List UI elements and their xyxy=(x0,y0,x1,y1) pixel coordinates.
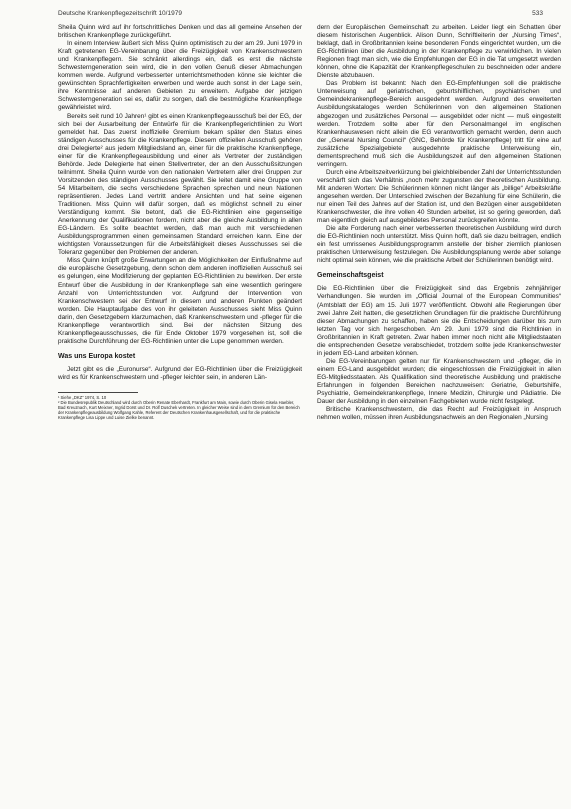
paragraph: Die alte Forderung nach einer verbesserten theoretischen Ausbildung wird durch die EG-Richtlinien noch unterstützt. Miss Quinn hofft, daß sie dazu beitragen, endlich ein fest umrissenes Ausbildungsprogramm anstelle der bisher ziemlich planlosen praktischen Unterweisung festzulegen. Die Ausbildungsplanung werde aber solange nicht optimal sein können, wie die praktische Arbeit der Schülerinnen benötigt wird. xyxy=(317,225,561,265)
section-heading: Gemeinschaftsgeist xyxy=(317,272,384,280)
section-heading: Was uns Europa kostet xyxy=(58,352,136,360)
paragraph: Jetzt gibt es die „Euronurse“. Aufgrund der EG-Richtlinien über die Freizügigkeit wird es für Krankenschwestern und -pfleger leichter sein, in anderen Län- xyxy=(58,365,302,381)
paragraph: Die EG-Vereinbarungen gelten nur für Krankenschwestern und -pfleger, die in einem EG-Land ausgebildet wurden; die eingeschlossen die Freizügigkeit in allen EG-Mitgliedsstaaten. Als Qualifikation sind theoretische Ausbildung und praktische Erfahrungen in folgenden Bereichen nachzuweisen: Geriatrie, Geburtshilfe, Psychiatrie, Gemeindekrankenpflege, Innere Medizin, Chirurgie und Pädiatrie. Die Dauer der Ausbildung in den einzelnen Fachgebieten wurde nicht festgelegt. xyxy=(317,357,561,406)
left-column xyxy=(58,24,302,806)
paragraph: Das Problem ist bekannt: Nach den EG-Empfehlungen soll die praktische Unterweisung auf geriatrischen, geburtshilflichen, psychiatrischen und Gemeindekrankenpflege-Bereich ausgedehnt werden. Aufgrund des erweiterten Ausbildungskataloges werden Schülerinnen von den allgemeinen Stationen abgezogen und zusätzliches Personal — ausgebildet oder nicht — muß eingestellt werden. Trotzdem sollte aber für den Personalmangel im englischen Krankenhauswesen nicht allein die EG verantwortlich gemacht werden, denn auch der „General Nursing Council“ (GNC, Behörde für Krankenpflege) tritt für eine auf zusätzliche Spezialgebiete ausgedehnte praktische Unterweisung ein, dementsprechend muß sich die Ausbildungszeit auf den allgemeinen Stationen verringern. xyxy=(317,80,561,168)
paragraph: Miss Quinn knüpft große Erwartungen an die Möglichkeiten der Einflußnahme auf die europäische Gesetzgebung, denn schon dem anderen inoffiziellen Ausschuß sei es gelungen, eine Modifizierung der geplanten EG-Richtlinien zu bewirken. Der erste Entwurf über die Ausbildung in der Krankenpflege sah eine wesentlich geringere Anzahl von Unterrichtsstunden vor. Aufgrund der Intervention von Krankenschwestern sei der Entwurf in diesem und anderen Punkten geändert worden. Die Hauptaufgabe des von ihr geleiteten Ausschusses sieht Miss Quinn darin, den Gesetzgebern klarzumachen, daß Krankenschwestern und -pfleger für die Krankenpflege verantwortlich sind. Bei der nächsten Sitzung des Krankenpflegeausschusses, die für Ende Oktober 1979 vorgesehen ist, soll die praktische Durchführung der EG-Richtlinien unter die Lupe genommen werden. xyxy=(58,257,302,345)
footnote: ² Die Bundesrepublik Deutschland wird durch Oberin Renate Eberhardt, Frankfurt am Main, sowie durch Oberin Gisela Haebler, Bad Kreuznach, Kurt Meixner, Ingrid Dorst und Dr. Rolf Duschek vertreten. In gleicher Weise sind in dem Gremium für den Bereich der Krankenpflegeausbildung Wolfgang Kahle, Referent der Deutschen Krankenhausgesellschaft, und für die praktische Krankenpflege Lisa Lippe und Luise Zielke benannt. xyxy=(58,400,300,421)
paragraph: Durch eine Arbeitszeitverkürzung bei gleichbleibender Zahl der Unterrichtsstunden verschärft sich das Verhältnis „noch mehr zugunsten der theoretischen Ausbildung. Mit anderen Worten: Die Schülerinnen können nicht länger als „billige“ Arbeitskräfte angesehen werden. Der Unterschied zwischen der Bezahlung für eine Schülerin, die nur einen Teil des Jahres auf der Station ist, und den Bezügen einer ausgebildeten Krankenschwester, die ihre vollen 40 Stunden arbeitet, ist so gering geworden, daß man eigentlich gleich auf ausgebildetes Personal zurückgreifen könnte. xyxy=(317,168,561,225)
paragraph: Die EG-Richtlinien über die Freizügigkeit sind das Ergebnis zehnjähriger Verhandlungen. Sie wurden im „Official Journal of the European Communities“ (Amtsblatt der EG) am 15. Juli 1977 veröffentlicht. Obwohl alle Regierungen über zwei Jahre Zeit hatten, die gesetzlichen Grundlagen für die praktische Durchführung dieser Abmachungen zu schaffen, haben sie die Entscheidungen darüber bis zum letzten Tag vor sich hergeschoben. Am 29. Juni 1979 sind die Richtlinien in Großbritannien in Kraft getreten. Zwar haben immer noch nicht alle Mitgliedstaaten die entsprechenden Gesetze verabschiedet, trotzdem sollte jede Krankenschwester in jedem EG-Land arbeiten können. xyxy=(317,285,561,357)
right-column xyxy=(317,24,561,806)
journal-title: Deutsche Krankenpflegezeitschrift 10/1979 xyxy=(58,10,182,17)
paragraph: dern der Europäischen Gemeinschaft zu arbeiten. Leider liegt ein Schatten über diesem historischen Augenblick. Alison Dunn, Schriftleiterin der „Nursing Times“, beklagt, daß in Großbritannien keine besonderen Fonds eingerichtet wurden, um die EG-Richtlinien über die Ausbildung in der Krankenpflege zu verwirklichen. In vielen Regionen fragt man sich, wie die Empfehlungen der EG in die Tat umgesetzt werden können, ohne die Kapazität der Krankenpflegeschulen zu beschneiden oder andere Dienste abzubauen. xyxy=(317,24,561,80)
running-header xyxy=(58,8,543,20)
paragraph: Bereits seit rund 10 Jahren¹ gibt es einen Krankenpflegeausschuß bei der EG, der sich bei der Ausarbeitung der Entwürfe für die Krankenpflegerichtlinien zu Wort gemeldet hat. Das zuerst inoffizielle Gremium bekam später den Status eines ständigen Ausschusses für die Krankenpflege. Diesem offiziellen Ausschuß gehören drei Delegierte² aus jedem Mitgliedsland an, einer für die praktische Krankenpflege, einer für die Krankenpflegeausbildung und einer als Vertreter der zuständigen Behörde. Jede Delegierte hat einen Stellvertreter, der an den Ausschußsitzungen teilnimmt. Sheila Quinn wurde von den nationalen Vertretern aller drei Gruppen zur Vorsitzenden des ständigen Ausschusses gewählt. Sie leitet damit eine Gruppe von 54 Mitarbeitern, die sechs verschiedene Sprachen sprechen und neun Nationen repräsentieren. Jedes Land vertritt andere Ansichten und hat seine eigenen Traditionen. Miss Quinn will dafür sorgen, daß es möglichst schnell zu einer Verständigung kommt. Sie betont, daß die EG-Richtlinien eine gegenseitige Anerkennung der Qualifikationen fordern, nicht aber die gleiche Ausbildung in allen EG-Ländern. Es sollte beachtet werden, daß man auch mit verschiedenen Ausbildungsprogrammen einen gemeinsamen Standard erreichen kann. Eine der wichtigsten Voraussetzungen für die Arbeitsfähigkeit dieses Ausschusses sei die Toleranz gegenüber den Problemen der anderen. xyxy=(58,112,302,257)
paragraph: Sheila Quinn wird auf ihr fortschrittliches Denken und das all gemeine Ansehen der britischen Krankenpflege zurückgeführt. xyxy=(58,24,302,40)
page-number: 533 xyxy=(532,10,543,17)
paragraph: Britische Krankenschwestern, die das Recht auf Freizügigkeit in Anspruch nehmen wollen, müssen ihren Ausbildungsnachweis an den Regionalen „Nursing xyxy=(317,406,561,422)
paragraph: In einem Interview äußert sich Miss Quinn optimistisch zu der am 29. Juni 1979 in Kraft getretenen EG-Vereinbarung über die Freizügigkeit von Krankenschwestern und Krankenpflegern. Sie schränkt allerdings ein, daß es erst die nächste Schwesterngeneration sein wird, die in den vollen Genuß dieser Abmachungen kommen werde. Aufgrund verbesserter unterrichtsmethoden könne sie leichter die gewünschten Sprachfertigkeiten erwerben und werde auch sonst in der Lage sein, ihre Kenntnisse auf anderen Gebieten zu erweitern. Aufgabe der jetzigen Schwesterngeneration sei es, dafür zu sorgen, daß die bestmögliche Krankenpflege gewährleistet wird. xyxy=(58,40,302,112)
footnote: ¹ Siehe „DKZ“ 1974, S. 10 xyxy=(58,394,107,400)
